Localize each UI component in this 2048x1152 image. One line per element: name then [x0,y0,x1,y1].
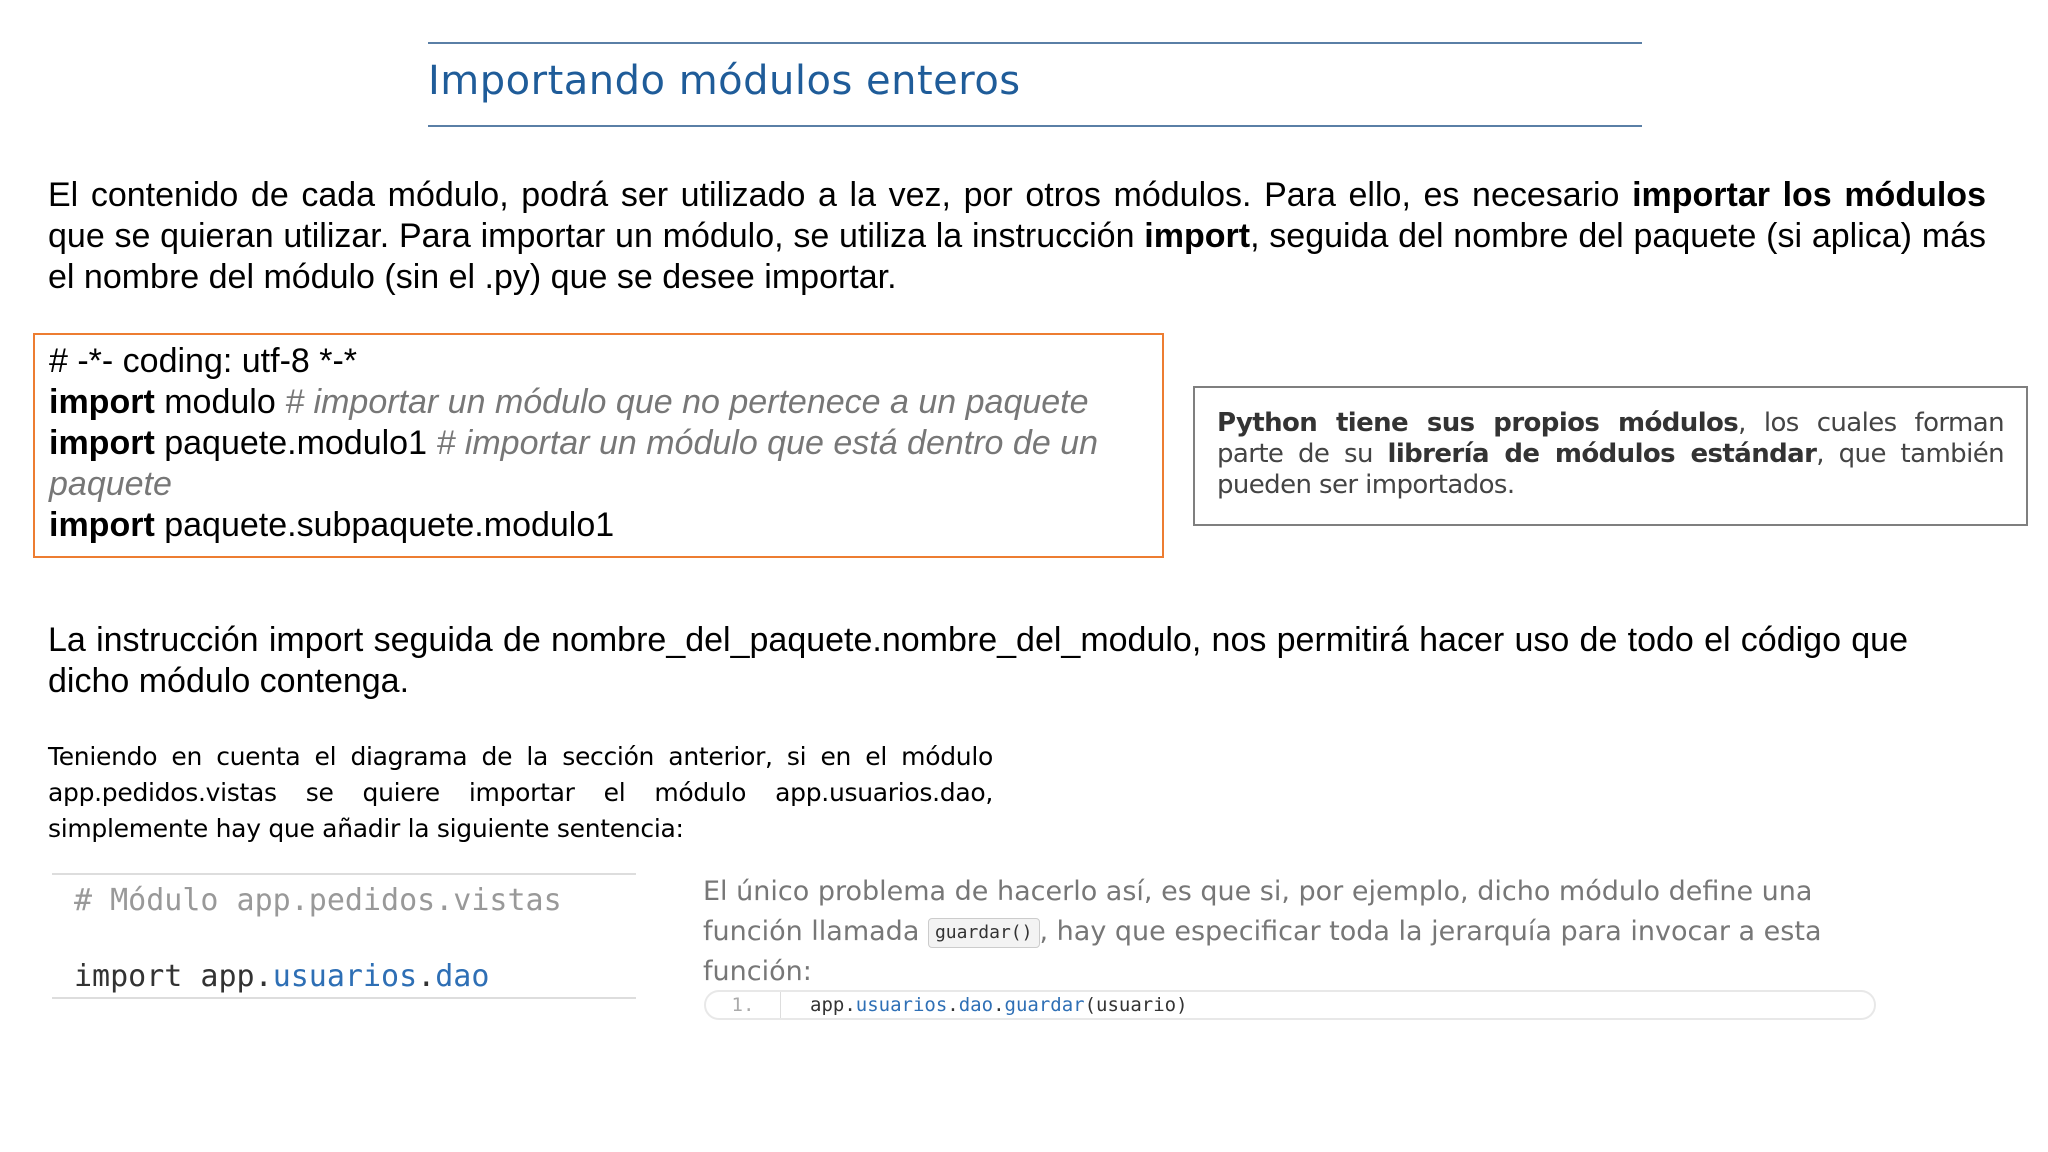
code-line-block [704,990,1876,1020]
code-line-3 [49,423,1150,505]
code-keyword: import [49,424,155,462]
snippet-import-line [74,959,489,994]
code-text: modulo [154,383,286,421]
code-example-box [33,333,1164,558]
diagram-reference-paragraph: Teniendo en cuenta el diagrama de la sección anterior, si en el módulo app.pedidos.vistas se quiere importar el módulo app.usuarios.dao, simplemente hay que añadir la siguiente sentencia: [48,742,993,843]
import-snippet [52,873,636,999]
inline-code: guardar() [928,918,1040,948]
side-explanation [703,872,1883,992]
second-paragraph: La instrucción import seguida de nombre_del_paquete.nombre_del_modulo, nos permitirá hacer uso de todo el código que dicho módulo contenga. [48,621,1908,700]
intro-text-2: que se quieran utilizar. Para importar un módulo, se utiliza la instrucción [48,217,1145,255]
code-highlight: guardar [1004,994,1085,1016]
page-title: Importando módulos enteros [428,58,1021,104]
note-text-1: , los cuales forman parte de su [1217,408,2004,469]
intro-paragraph [48,175,1986,298]
code-text: . [993,994,1005,1016]
note-bold-1: Python tiene sus propios módulos [1217,408,1739,438]
note-text-2: , que también pueden ser importados. [1217,439,2004,500]
code-text: app. [810,994,856,1016]
snippet-highlight: dao [435,959,490,994]
code-highlight: dao [958,994,994,1016]
snippet-comment: # Módulo app.pedidos.vistas [74,883,562,918]
code-line-2 [49,382,1150,423]
code-text: (usuario) [1084,994,1188,1016]
code-source [810,992,1188,1018]
code-highlight: usuarios [855,994,948,1016]
intro-bold-1: importar los módulos [1632,176,1986,214]
note-bold-2: librería de módulos estándar [1387,439,1817,469]
code-comment: # importar un módulo que no pertenece a un paquete [285,383,1089,421]
side-text-2: , hay que especificar toda la jerarquía para invocar a esta función: [703,916,1822,987]
code-line-1: # -*- coding: utf-8 *-* [49,342,358,380]
snippet-keyword: import [74,959,183,994]
intro-text-3: , seguida del nombre del paquete (si aplica) más el nombre del módulo (sin el .py) que se desee importar. [48,217,1986,296]
snippet-highlight: usuarios [272,959,418,994]
code-text: . [947,994,959,1016]
line-number: 1. [706,992,781,1018]
side-text-1: El único problema de hacerlo así, es que si, por ejemplo, dicho módulo define una función llamada [703,876,1813,947]
title-bottom-rule [428,125,1642,127]
code-text: paquete.modulo1 [154,424,437,462]
snippet-text: . [417,959,436,994]
code-comment: # importar un módulo que está dentro de un paquete [49,424,1098,503]
title-top-rule [428,42,1642,44]
code-text: paquete.subpaquete.modulo1 [154,506,615,544]
code-keyword: import [49,506,155,544]
code-keyword: import [49,383,155,421]
code-line-4 [49,505,1150,546]
intro-bold-2: import [1144,217,1251,255]
snippet-text: app. [182,959,273,994]
intro-text-1: El contenido de cada módulo, podrá ser utilizado a la vez, por otros módulos. Para ello, es necesario [48,176,1633,214]
standard-library-note [1193,386,2028,526]
